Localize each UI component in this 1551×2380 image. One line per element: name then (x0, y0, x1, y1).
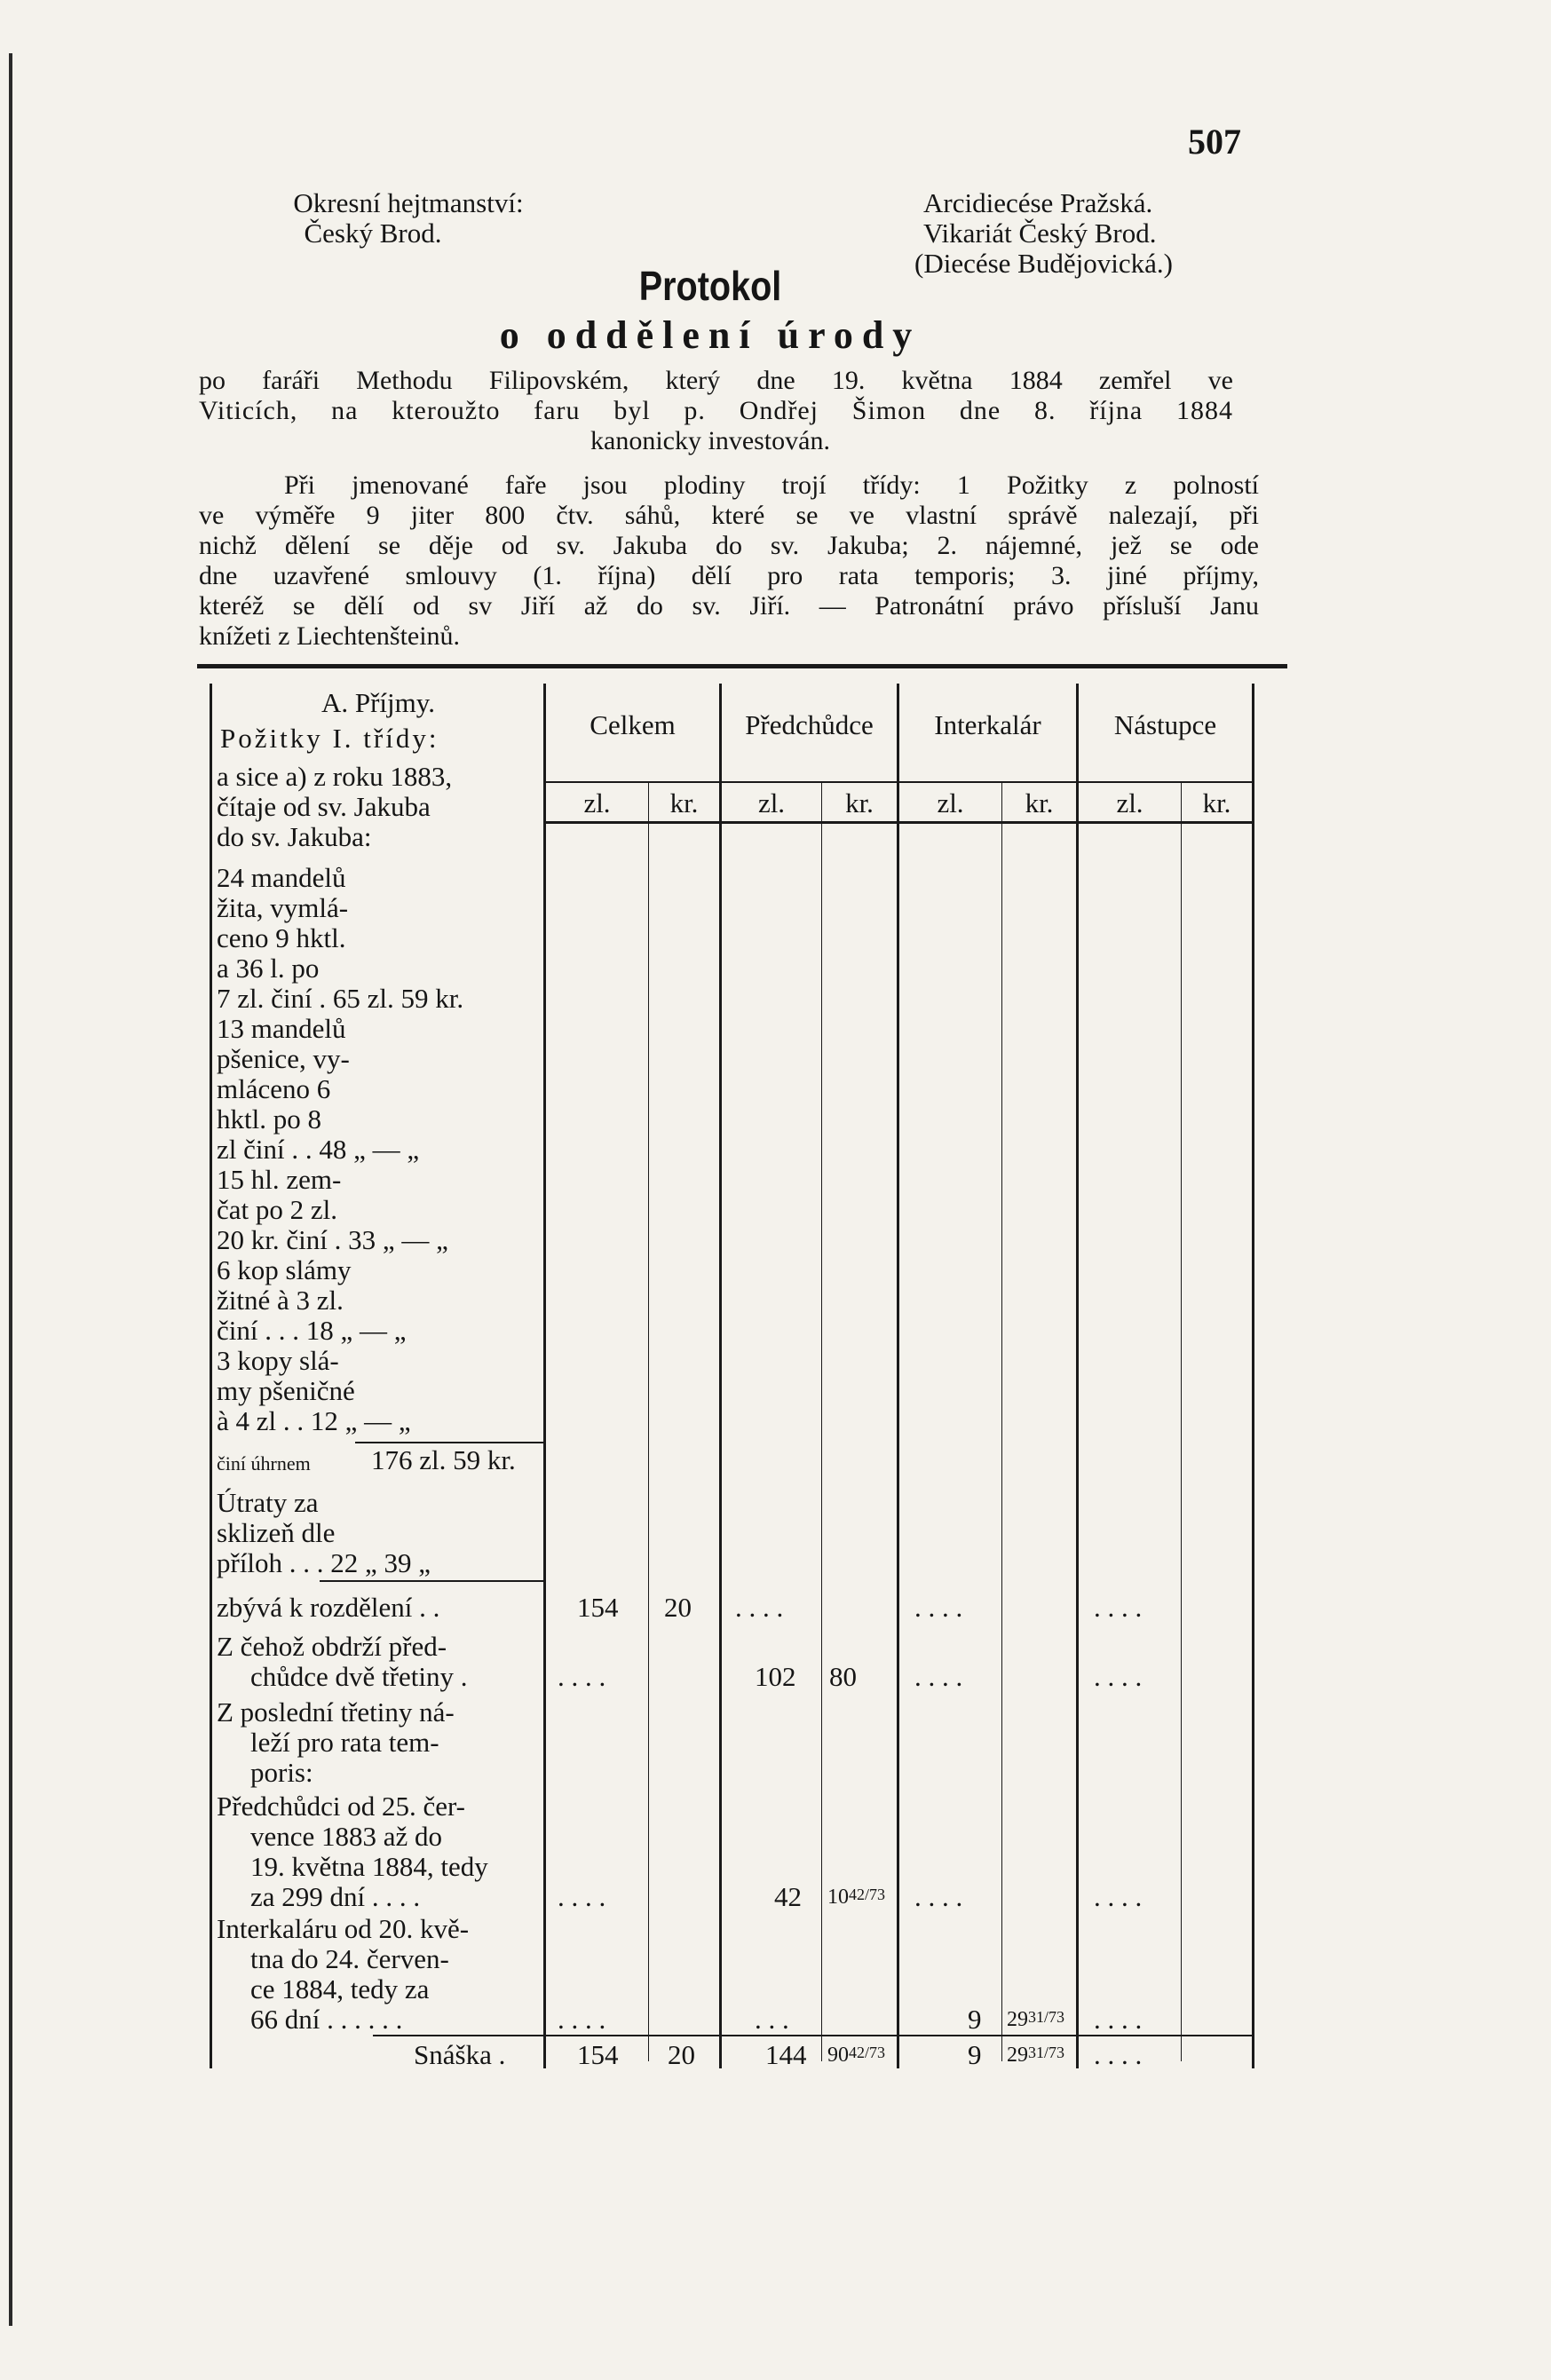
total-inter-zl: 9 (968, 2039, 982, 2070)
total-pred-zl: 144 (765, 2039, 807, 2070)
last-third-line3: poris: (250, 1757, 313, 1788)
unit-zl-inter: zl. (937, 787, 964, 818)
inter-dots-pred: . . . (755, 2004, 789, 2035)
unit-kr-nast: kr. (1202, 787, 1231, 818)
intro-line-2: Viticích, na kteroužto faru byl p. Ondřej Šimon dne 8. října 1884 (199, 396, 1233, 425)
section-title: A. Příjmy. (320, 687, 436, 718)
total-dots-nast: . . . . (1094, 2039, 1143, 2070)
pred-line1: Z čehož obdrží před- (217, 1631, 447, 1662)
col-header-interkalar: Interkalár (934, 709, 1041, 740)
total-pred-kr: $90^{42/73}$ (827, 2044, 886, 2067)
item1-line2: žita, vymlá- (217, 892, 349, 923)
item2-line2: pšenice, vy- (217, 1043, 350, 1074)
table-left-border (210, 684, 212, 2068)
remaining-zl: 154 (577, 1592, 619, 1623)
total-celkem-kr: 20 (668, 2039, 695, 2070)
sum-rule (355, 1442, 543, 1443)
paragraph-line-6: knížeti z Liechtenšteinů. (199, 621, 461, 651)
inter-dots-celkem: . . . . (558, 2004, 606, 2035)
section-subtitle: Požitky I. třídy: (220, 723, 439, 754)
total-celkem-zl: 154 (577, 2039, 619, 2070)
total-inter-kr: $29^{31/73}$ (1007, 2044, 1065, 2067)
pred2-dots-inter: . . . . (914, 1881, 963, 1912)
table-divider-celkem (719, 684, 722, 2068)
remaining-kr: 20 (664, 1592, 692, 1623)
table-top-rule (197, 664, 1287, 668)
item5-line2: my pšeničné (217, 1375, 355, 1406)
district-value: Český Brod. (304, 217, 442, 249)
kr-divider-nast (1181, 783, 1182, 2061)
unit-zl-celkem: zl. (583, 787, 611, 818)
paragraph-line-1: Při jmenované faře jsou plodiny trojí třídy: 1 Požitky z polností (284, 470, 1259, 500)
item2-line1: 13 mandelů (217, 1013, 346, 1044)
item1-line5: 7 zl. činí . 65 zl. 59 kr. (217, 983, 464, 1014)
table-right-border (1252, 684, 1254, 2068)
section-intro-2: čítaje od sv. Jakuba (217, 791, 431, 822)
pred2-dots-nast: . . . . (1094, 1881, 1143, 1912)
inter-line1: Interkaláru od 20. kvě- (217, 1913, 470, 1944)
header-rule-1 (546, 781, 1254, 783)
item5-line3: à 4 zl . . 12 „ — „ (217, 1405, 411, 1436)
pred2-kr: $10^{42/73}$ (827, 1886, 886, 1909)
archdiocese-label: Arcidiecése Pražská. (923, 187, 1153, 218)
table-divider-pred (897, 684, 899, 2068)
sum-value: 176 zl. 59 kr. (371, 1444, 516, 1475)
unit-kr-celkem: kr. (669, 787, 699, 818)
pred2-line4: za 299 dní . . . . (250, 1881, 421, 1912)
item2-line4: hktl. po 8 (217, 1103, 321, 1135)
expenses-line3: příloh . . . 22 „ 39 „ (217, 1547, 431, 1578)
item5-line1: 3 kopy slá- (217, 1345, 339, 1376)
last-third-line1: Z poslední třetiny ná- (217, 1696, 455, 1728)
inter-kr: $29^{31/73}$ (1007, 2008, 1065, 2031)
item4-line1: 6 kop slámy (217, 1254, 352, 1285)
pred-kr: 80 (829, 1661, 857, 1692)
header-rule-2 (546, 821, 1254, 824)
item1-line3: ceno 9 hktl. (217, 922, 346, 953)
total-pred-kr-frac: 42/73 (849, 2044, 886, 2061)
kr-divider-celkem (648, 783, 649, 2061)
pred2-kr-frac: 42/73 (849, 1886, 886, 1903)
inter-line2: tna do 24. červen- (250, 1943, 449, 1974)
expenses-line1: Útraty za (217, 1487, 319, 1518)
col-header-nastupce: Nástupce (1113, 709, 1217, 740)
item2-line5: zl činí . . 48 „ — „ (217, 1134, 420, 1165)
inter-line3: ce 1884, tedy za (250, 1973, 430, 2004)
page-title: Protokol (638, 263, 782, 309)
item3-line2: čat po 2 zl. (217, 1194, 338, 1225)
last-third-line2: leží pro rata tem- (250, 1727, 439, 1758)
paragraph-line-4: dne uzavřené smlouvy (1. října) dělí pro rata temporis; 3. jiné příjmy, (199, 561, 1259, 590)
intro-line-3: kanonicky investován. (590, 426, 830, 455)
pred2-line2: vence 1883 až do (250, 1821, 443, 1852)
item1-line4: a 36 l. po (217, 953, 320, 984)
unit-zl-nast: zl. (1116, 787, 1143, 818)
kr-divider-pred (821, 783, 822, 2061)
remaining-dots-inter: . . . . (914, 1592, 963, 1623)
total-label: Snáška . (414, 2039, 506, 2070)
col-header-celkem: Celkem (590, 709, 676, 740)
paragraph-line-3: nichž dělení se děje od sv. Jakuba do sv. Jakuba; 2. nájemné, jež se ode (199, 531, 1259, 560)
remaining-dots-pred: . . . . (735, 1592, 784, 1623)
intro-line-1: po faráři Methodu Filipovském, který dne 19. května 1884 zemřel ve (199, 366, 1233, 395)
pred-dots-nast: . . . . (1094, 1661, 1143, 1692)
item4-line3: činí . . . 18 „ — „ (217, 1315, 407, 1346)
expenses-line2: sklizeň dle (217, 1517, 336, 1548)
section-intro-3: do sv. Jakuba: (217, 821, 372, 852)
pred2-zl: 42 (774, 1881, 802, 1912)
table-divider-inter (1076, 684, 1079, 2068)
unit-kr-inter: kr. (1025, 787, 1054, 818)
total-inter-kr-frac: 31/73 (1028, 2044, 1065, 2061)
total-rule (373, 2035, 1252, 2036)
inter-zl: 9 (968, 2004, 982, 2035)
pred2-line1: Předchůdci od 25. čer- (217, 1791, 465, 1822)
pred-dots-celkem: . . . . (558, 1661, 606, 1692)
item3-line1: 15 hl. zem- (217, 1164, 342, 1195)
expenses-rule (320, 1580, 543, 1582)
page-subtitle: o oddělení úrody (499, 313, 922, 357)
item1-line1: 24 mandelů (217, 862, 346, 893)
kr-divider-inter (1001, 783, 1002, 2061)
sum-label: činí úhrnem (217, 1452, 311, 1475)
page-number: 507 (1188, 122, 1241, 162)
pred-zl: 102 (755, 1661, 796, 1692)
pred2-line3: 19. května 1884, tedy (250, 1851, 488, 1882)
inter-dots-nast: . . . . (1094, 2004, 1143, 2035)
remaining-dots-nast: . . . . (1094, 1592, 1143, 1623)
inter-kr-frac: 31/73 (1028, 2008, 1065, 2026)
pred-dots-inter: . . . . (914, 1661, 963, 1692)
vicariate-label: Vikariát Český Brod. (923, 217, 1157, 249)
remaining-label: zbývá k rozdělení . . (217, 1592, 440, 1623)
unit-zl-pred: zl. (757, 787, 786, 818)
col-header-predchudce: Předchůdce (745, 709, 874, 740)
section-intro-1: a sice a) z roku 1883, (217, 761, 453, 792)
pred-line2: chůdce dvě třetiny . (250, 1661, 468, 1692)
unit-kr-pred: kr. (845, 787, 874, 818)
item3-line3: 20 kr. činí . 33 „ — „ (217, 1224, 448, 1255)
diocese-label: (Diecése Budějovická.) (914, 248, 1173, 279)
paragraph-line-5: kteréž se dělí od sv Jiří až do sv. Jiří. — Patronátní právo přísluší Janu (199, 591, 1259, 621)
pred2-dots-celkem: . . . . (558, 1881, 606, 1912)
inter-line4: 66 dní . . . . . . (250, 2004, 403, 2035)
item4-line2: žitné à 3 zl. (217, 1285, 344, 1316)
binding-edge-line (9, 53, 12, 2326)
paragraph-line-2: ve výměře 9 jiter 800 čtv. sáhů, které se ve vlastní správě nalezají, při (199, 501, 1259, 530)
table-divider-label (543, 684, 546, 2068)
district-label: Okresní hejtmanství: (293, 187, 524, 218)
item2-line3: mláceno 6 (217, 1073, 331, 1104)
